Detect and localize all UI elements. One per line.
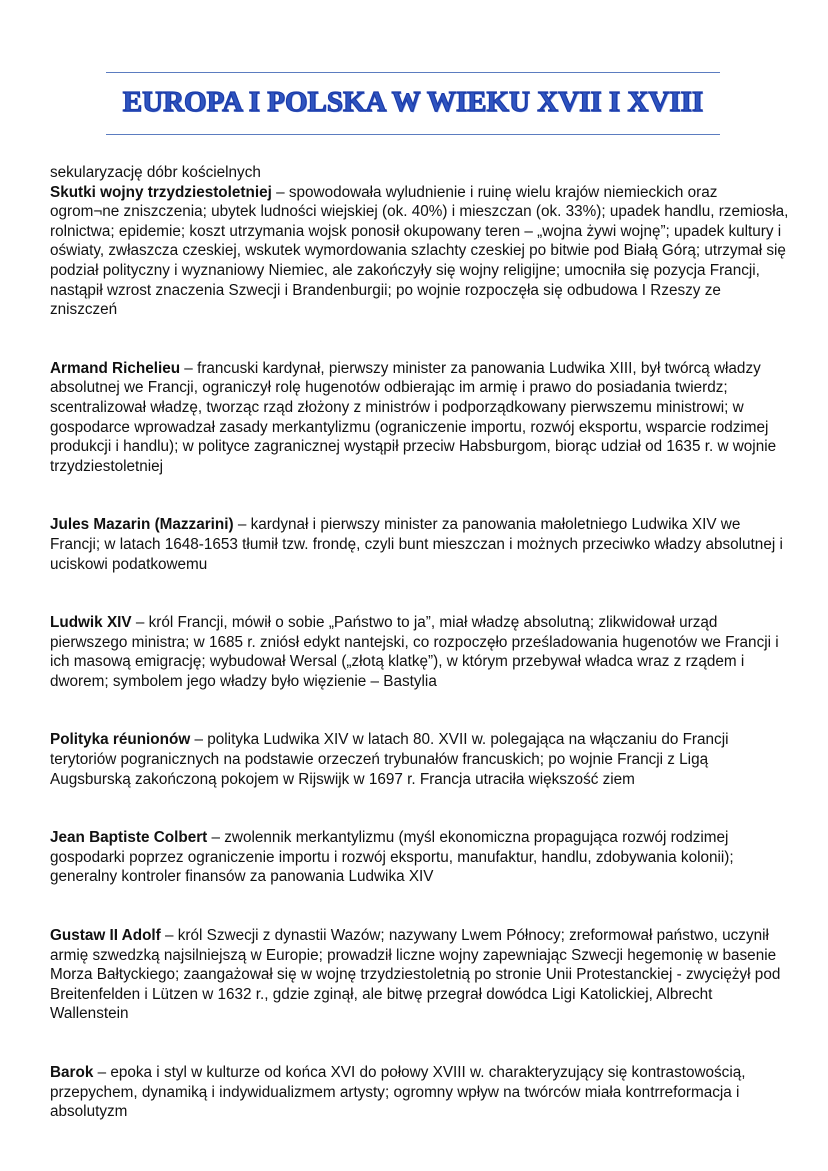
entry-skutki-wojny [50, 183, 790, 320]
entry-definition: – polityka Ludwika XIV w latach 80. XVII w. polegająca na włączaniu do Francji terytoriów pogranicznych na podstawie orzeczeń trybunałów francuskich; po wojnie Francji z Ligą Augsburską zakończoną pokojem w Rijswijk w 1697 r. Francja utraciła większość ziem [50, 731, 729, 788]
entry-term: Jean Baptiste Colbert [50, 829, 208, 847]
entry-term: Gustaw II Adolf [50, 927, 161, 945]
entry-colbert [50, 828, 790, 887]
entry-ludwik-xiv [50, 613, 790, 691]
entry-definition: – epoka i styl w kulturze od końca XVI do połowy XVIII w. charakteryzujący się kontrastowością, przepychem, dynamiką i indywidualizmem artysty; ogromny wpływ na twórców miała kontrreformacja i absolutyzm [50, 1064, 746, 1121]
document-body [50, 163, 790, 1122]
entry-mazarin [50, 515, 790, 574]
entry-definition: – zwolennik merkantylizmu (myśl ekonomiczna propagująca rozwój rodzimej gospodarki poprzez ograniczenie importu i rozwój eksportu, manufaktur, handlu, zdobywania kolonii); generalny kontroler finansów za panowania Ludwika XIV [50, 829, 734, 886]
entry-definition: – król Francji, mówił o sobie „Państwo to ja”, miał władzę absolutną; zlikwidował urząd pierwszego ministra; w 1685 r. zniósł edykt nantejski, co rozpoczęło prześladowania hugenotów we Francji i ich masową emigrację; wybudował Wersal („złotą klatkę”), w którym przebywał władca wraz z rządem i dworem; symbolem jego władzy było więzienie – Bastylia [50, 614, 779, 690]
page-title: EUROPA I POLSKA W WIEKU XVII I XVIII [122, 86, 704, 118]
continuation-text: sekularyzację dóbr kościelnych [50, 164, 261, 181]
entry-definition: – kardynał i pierwszy minister za panowania małoletniego Ludwika XIV we Francji; w latach 1648-1653 tłumił tzw. frondę, czyli bunt mieszczan i możnych przeciwko władzy absolutnej i uciskowi podatkowemu [50, 516, 783, 573]
page-header [106, 72, 720, 136]
entry-term: Ludwik XIV [50, 614, 132, 632]
entry-term: Armand Richelieu [50, 359, 181, 377]
entry-polityka-reunionow [50, 730, 790, 789]
entry-gustaw-ii-adolf [50, 926, 790, 1024]
entry-term: Polityka réunionów [50, 731, 191, 749]
entry-definition: – król Szwecji z dynastii Wazów; nazywany Lwem Północy; zreformował państwo, uczynił armię szwedzką najsilniejszą w Europie; prowadził liczne wojny zapewniając Szwecji hegemonię w basenie Morza Bałtyckiego; zaangażował się w wojnę trzydziestoletnią po stronie Unii Protestanckiej - zwyciężył pod Breitenfelden i Lützen w 1632 r., gdzie zginął, ale bitwę przegrał dowódca Ligi Katolickiej, Albrecht Wallenstein [50, 927, 781, 1023]
entry-definition: – francuski kardynał, pierwszy minister za panowania Ludwika XIII, był twórcą władzy absolutnej we Francji, ograniczył rolę hugenotów odbierając im armię i prawo do posiadania twierdz; scentralizował władzę, tworząc rząd złożony z ministrów i podporządkowany pierwszemu ministrowi; w gospodarce wprowadzał zasady merkantylizmu (ograniczenie importu, rozwój eksportu, wsparcie rodzimej produkcji i handlu); w polityce zagranicznej wystąpił przeciw Habsburgom, biorąc udział od 1635 r. w wojnie trzydziestoletniej [50, 359, 777, 475]
entry-richelieu [50, 359, 790, 477]
entry-term: Barok [50, 1064, 94, 1081]
entry-barok [50, 1063, 790, 1122]
entry-term: Jules Mazarin (Mazzarini) [50, 516, 234, 534]
header-rule-bottom [106, 134, 720, 135]
header-rule-top [106, 72, 720, 73]
entry-term: Skutki wojny trzydziestoletniej [50, 183, 272, 201]
entry-definition: – spowodowała wyludnienie i ruinę wielu krajów niemieckich oraz ogrom¬ne zniszczenia; ubytek ludności wiejskiej (ok. 40%) i mieszczan (ok. 33%); upadek handlu, rzemiosła, rolnictwa; epidemie; koszt utrzymania wojsk ponosił okupowany teren – „wojna żywi wojnę”; upadek kultury i oświaty, zwłaszcza czeskiej, wskutek wymordowania szlachty czeskiej po bitwie pod Białą Górą; utrzymał się podział polityczny i wyznaniowy Niemiec, ale zakończyły się wojny religijne; umocniła się pozycja Francji, nastąpił wzrost znaczenia Szwecji i Brandenburgii; po wojnie rozpoczęła się odbudowa I Rzeszy ze zniszczeń [50, 183, 789, 319]
